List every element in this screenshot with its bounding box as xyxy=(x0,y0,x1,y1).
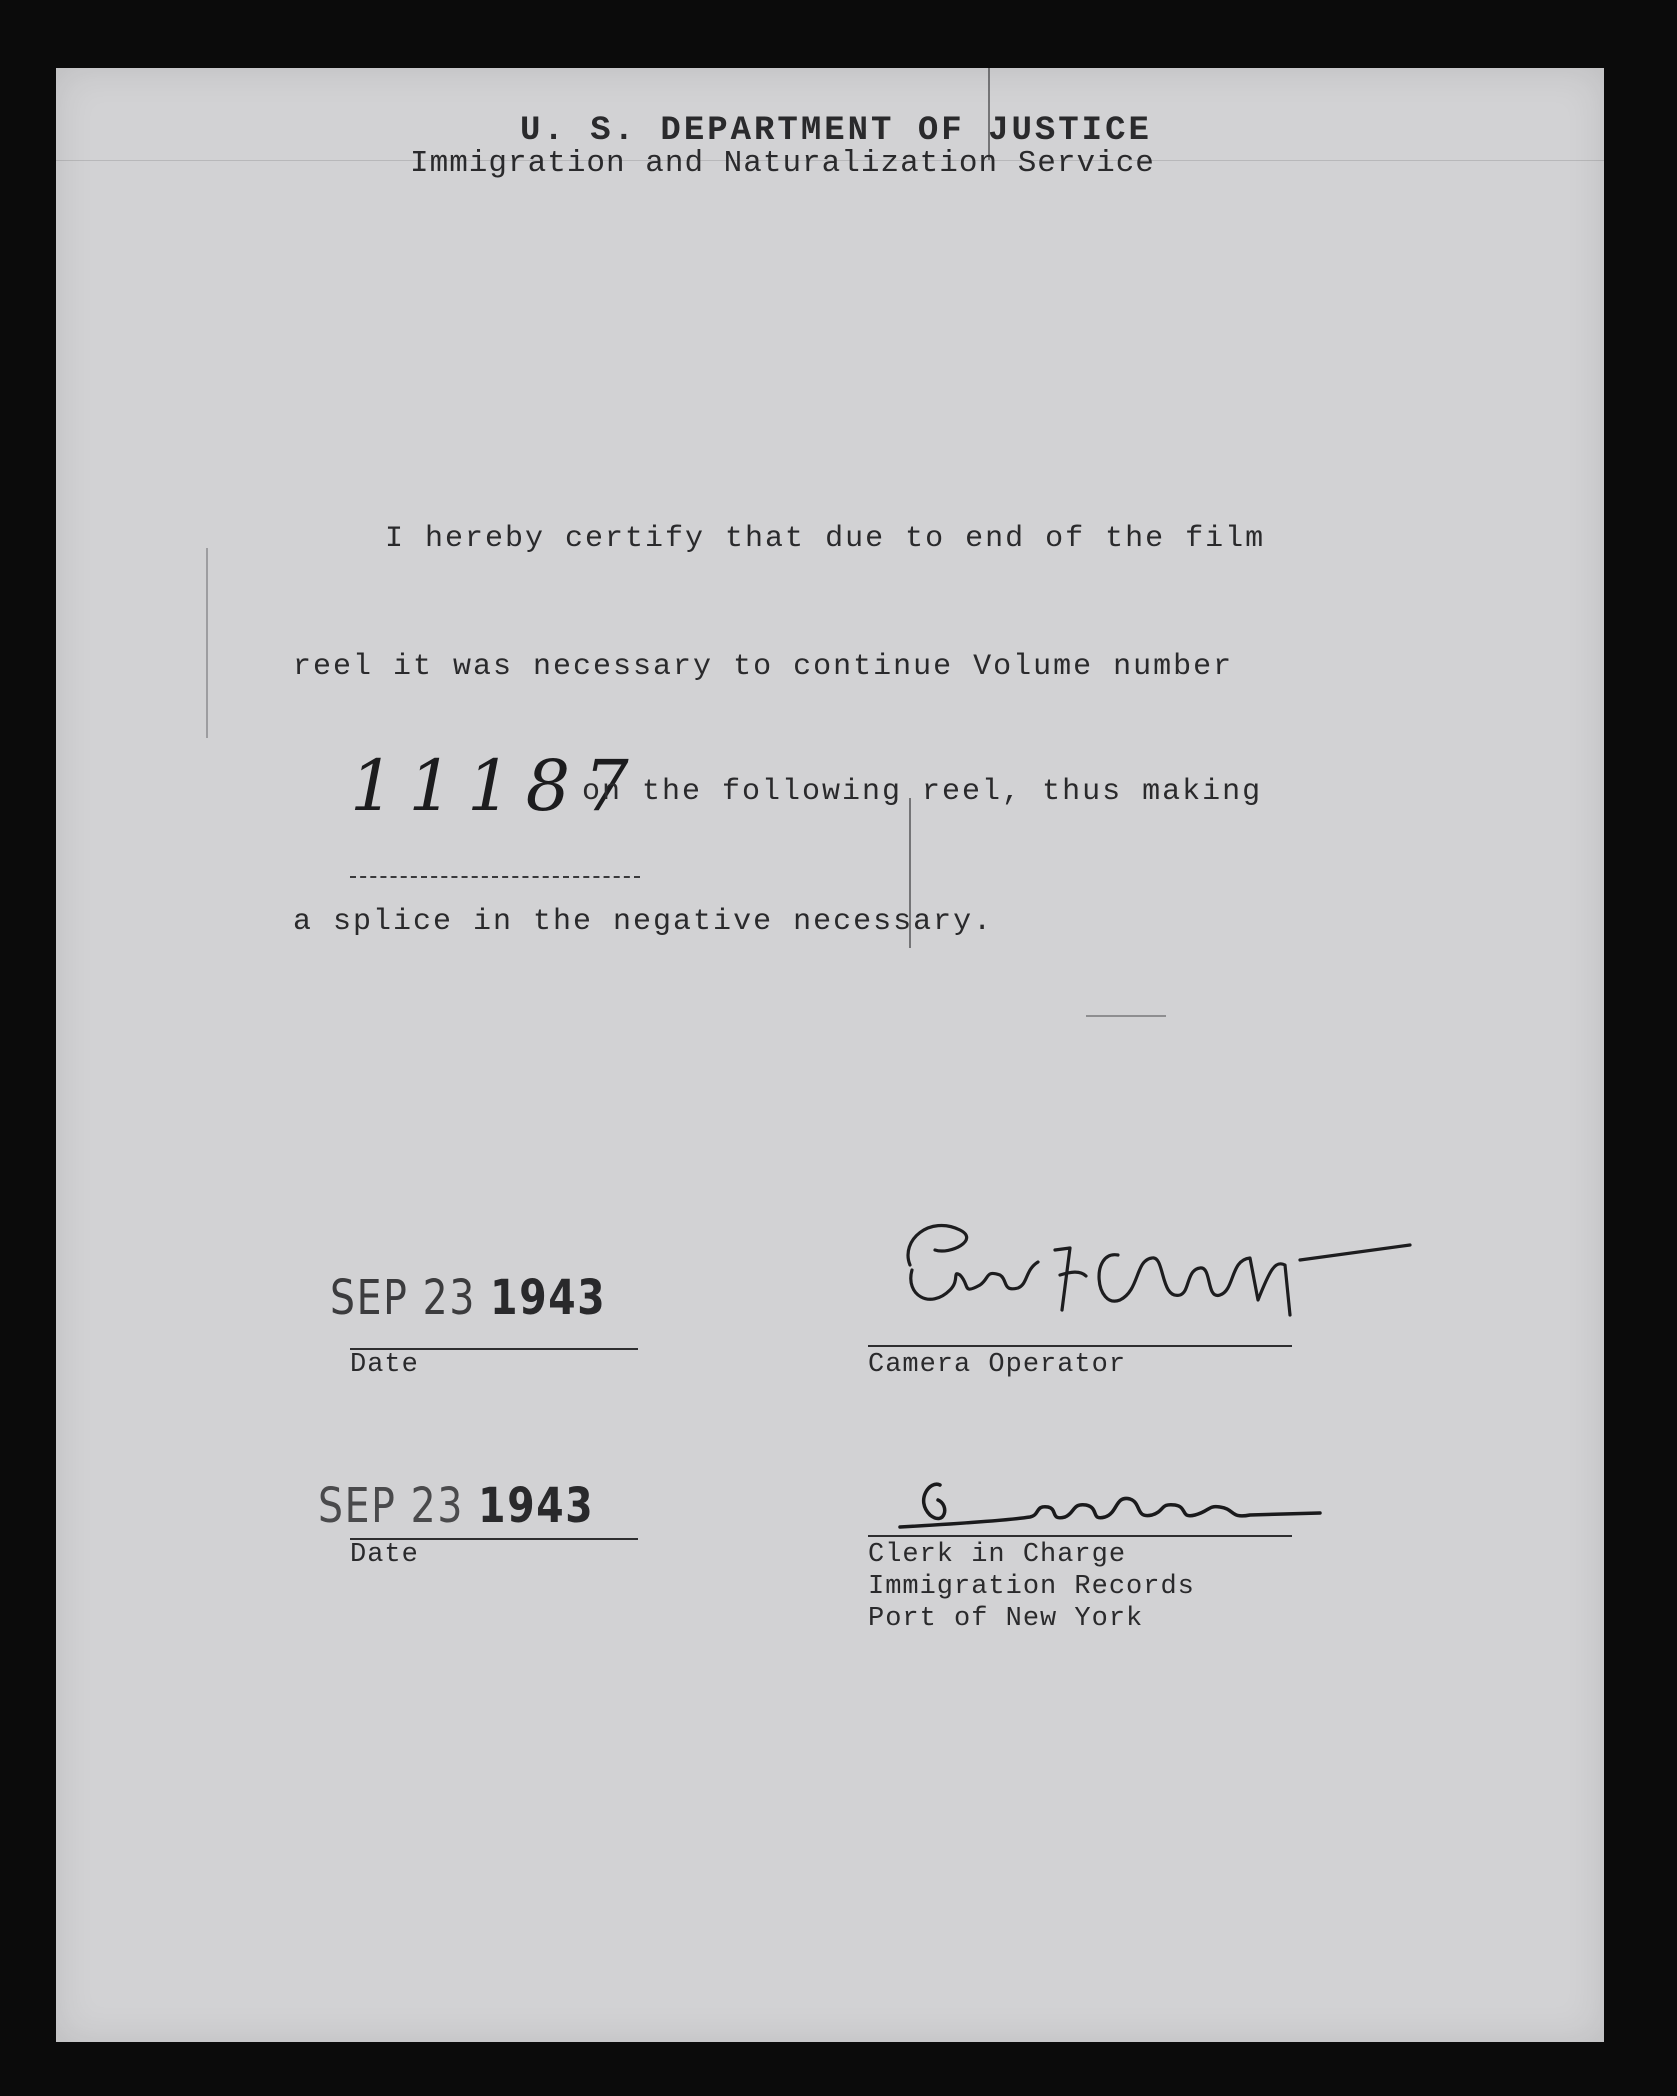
date-stamp-month-day: SEP 23 xyxy=(318,1478,465,1534)
clerk-signature-line xyxy=(868,1535,1292,1537)
volume-number: 11187 xyxy=(350,745,643,827)
film-scratch xyxy=(206,548,208,738)
camera-date-label: Date xyxy=(350,1350,419,1380)
certificate-line-1: I hereby certify that due to end of the film xyxy=(385,522,1266,556)
clerk-role-line-3: Port of New York xyxy=(868,1604,1144,1634)
date-stamp-year: 1943 xyxy=(490,1270,607,1326)
clerk-date-label: Date xyxy=(350,1540,419,1570)
document-page xyxy=(56,68,1604,2042)
volume-number-blank xyxy=(350,876,640,878)
clerk-role-line-1: Clerk in Charge xyxy=(868,1540,1127,1570)
clerk-role-line-2: Immigration Records xyxy=(868,1572,1195,1602)
date-stamp-year: 1943 xyxy=(478,1478,595,1534)
date-stamp-clerk xyxy=(318,1478,594,1534)
date-stamp-camera xyxy=(330,1270,606,1326)
camera-operator-signature xyxy=(890,1200,1450,1350)
camera-operator-line xyxy=(868,1345,1292,1347)
certificate-line-4: a splice in the negative necessary. xyxy=(293,905,994,939)
camera-operator-label: Camera Operator xyxy=(868,1350,1127,1380)
department-heading: U. S. DEPARTMENT OF JUSTICE xyxy=(520,112,1152,150)
certificate-line-3: on the following reel, thus making xyxy=(582,775,1263,809)
certificate-line-2: reel it was necessary to continue Volume number xyxy=(293,650,1234,684)
date-stamp-month-day: SEP 23 xyxy=(330,1270,477,1326)
film-scratch xyxy=(1086,1015,1166,1017)
service-heading: Immigration and Naturalization Service xyxy=(410,146,1155,181)
